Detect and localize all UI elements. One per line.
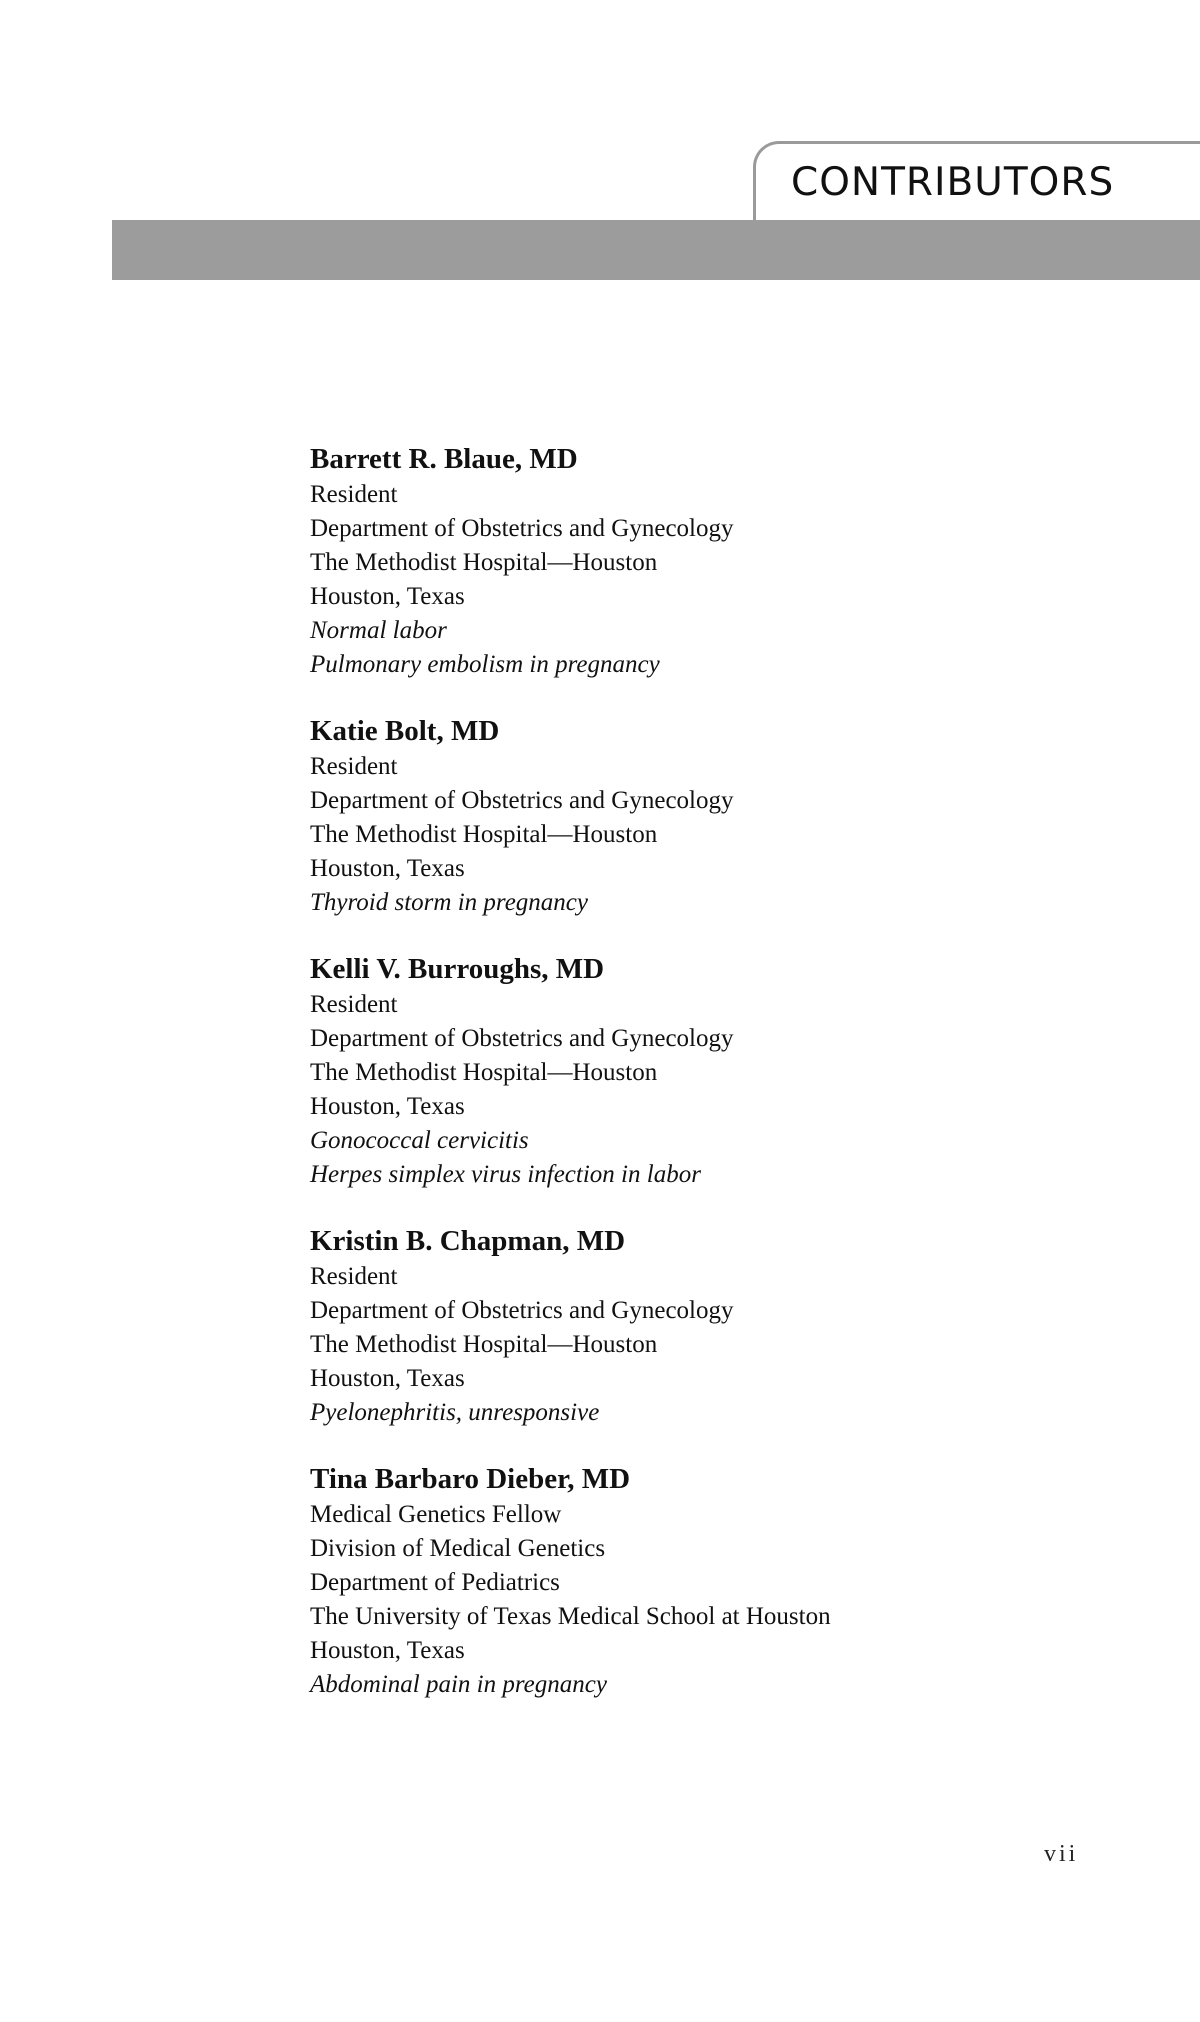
contributor-name: Kristin B. Chapman, MD	[310, 1225, 626, 1257]
contributor-location: Houston, Texas	[310, 1365, 465, 1392]
contributor-list	[310, 440, 1130, 1732]
contributor-title: Resident	[310, 753, 398, 780]
contributor-name: Barrett R. Blaue, MD	[310, 443, 578, 475]
page-title: CONTRIBUTORS	[791, 160, 1115, 205]
contributor-institution: The University of Texas Medical School at Houston	[310, 1603, 831, 1630]
contributor-institution: The Methodist Hospital—Houston	[310, 1059, 658, 1086]
contributor-topic: Normal labor	[310, 617, 447, 644]
contributor-entry	[310, 440, 1130, 682]
contributor-topic: Abdominal pain in pregnancy	[310, 1671, 607, 1698]
contributor-department: Department of Pediatrics	[310, 1569, 560, 1596]
contributor-institution: The Methodist Hospital—Houston	[310, 821, 658, 848]
contributor-name: Kelli V. Burroughs, MD	[310, 953, 605, 985]
contributor-entry	[310, 1222, 1130, 1430]
contributor-topic: Pyelonephritis, unresponsive	[310, 1399, 600, 1426]
contributor-entry	[310, 1460, 1130, 1702]
contributor-topic: Thyroid storm in pregnancy	[310, 889, 588, 916]
contributor-title: Resident	[310, 991, 398, 1018]
page-number: vii	[1044, 1841, 1079, 1867]
contributor-name: Katie Bolt, MD	[310, 715, 500, 747]
contributor-topic: Herpes simplex virus infection in labor	[310, 1161, 701, 1188]
contributor-entry	[310, 950, 1130, 1192]
contributor-department: Department of Obstetrics and Gynecology	[310, 1025, 734, 1052]
contributor-title: Resident	[310, 1263, 398, 1290]
contributor-name: Tina Barbaro Dieber, MD	[310, 1463, 631, 1495]
header-band	[112, 220, 1200, 280]
contributor-title: Medical Genetics Fellow	[310, 1501, 562, 1528]
contributor-topic: Gonococcal cervicitis	[310, 1127, 529, 1154]
contributor-location: Houston, Texas	[310, 1637, 465, 1664]
contributor-department: Department of Obstetrics and Gynecology	[310, 515, 734, 542]
contributor-topic: Pulmonary embolism in pregnancy	[310, 651, 660, 678]
contributor-location: Houston, Texas	[310, 855, 465, 882]
contributor-division: Division of Medical Genetics	[310, 1535, 606, 1562]
contributor-title: Resident	[310, 481, 398, 508]
contributor-institution: The Methodist Hospital—Houston	[310, 549, 658, 576]
contributor-entry	[310, 712, 1130, 920]
contributor-location: Houston, Texas	[310, 1093, 465, 1120]
contributor-department: Department of Obstetrics and Gynecology	[310, 1297, 734, 1324]
contributor-department: Department of Obstetrics and Gynecology	[310, 787, 734, 814]
contributor-institution: The Methodist Hospital—Houston	[310, 1331, 658, 1358]
contributor-location: Houston, Texas	[310, 583, 465, 610]
